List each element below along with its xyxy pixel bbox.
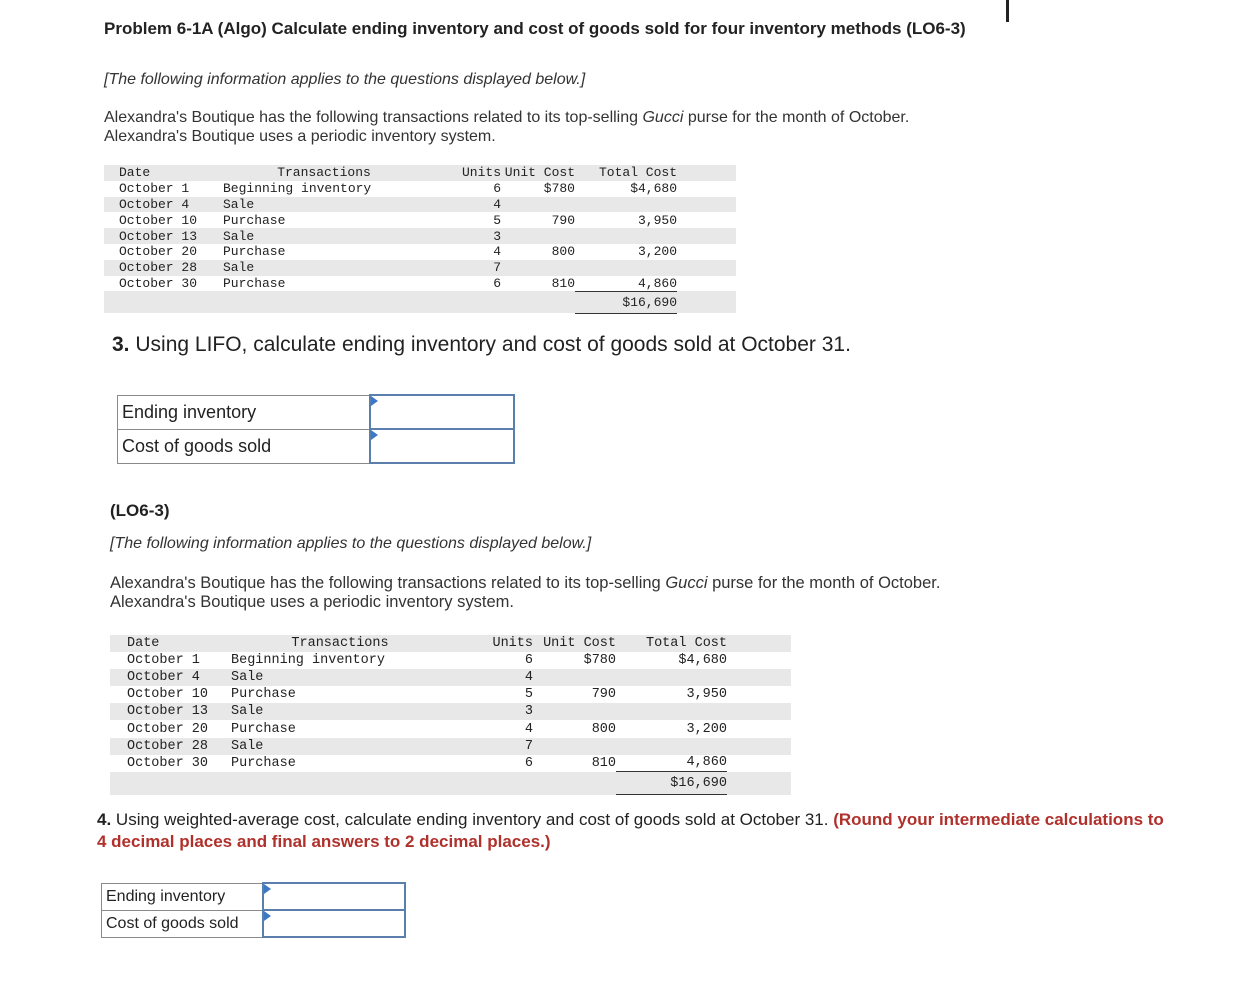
- cell-unit-cost: 810: [591, 755, 616, 771]
- row-pad: [727, 686, 791, 703]
- cell-unit-cost: $780: [543, 181, 575, 197]
- input-marker-icon: [371, 396, 378, 406]
- cell-date: October 30: [127, 755, 209, 771]
- total-blank: [110, 772, 225, 795]
- total-blank: [217, 291, 431, 313]
- row-pad: [727, 669, 791, 686]
- problem-description: [104, 108, 1004, 146]
- q3-number: 3.: [112, 333, 130, 356]
- cell-grand-total: $16,690: [616, 772, 727, 795]
- q4-instruction: (Round your intermediate calculations to 4 decimal places and final answers to 2 decimal places.): [97, 810, 1164, 851]
- q3-ending-inventory-input[interactable]: [371, 403, 513, 421]
- cell-units: 3: [493, 228, 501, 244]
- row-pad: [677, 260, 736, 276]
- cell-transaction: Sale: [223, 260, 255, 276]
- cell-transaction: Purchase: [231, 755, 296, 771]
- cell-units: 4: [524, 670, 533, 686]
- total-pad: [677, 291, 736, 313]
- table-row: [104, 260, 736, 276]
- cell-date: October 30: [119, 275, 198, 291]
- total-blank: [104, 291, 217, 313]
- cell-date: October 28: [119, 260, 198, 276]
- q4-ending-inventory-field[interactable]: [263, 883, 405, 910]
- cell-unit-cost: 800: [551, 244, 575, 260]
- description-line2: Alexandra's Boutique uses a periodic inventory system.: [104, 128, 496, 145]
- q3-ending-inventory-label: Ending inventory: [118, 395, 371, 429]
- cell-transaction: Purchase: [223, 244, 286, 260]
- q4-number: 4.: [97, 810, 112, 829]
- cell-transaction: Purchase: [231, 687, 296, 703]
- cell-total-cost: 3,950: [686, 687, 727, 703]
- cell-grand-total: $16,690: [575, 291, 677, 313]
- description-part1: Alexandra's Boutique has the following transactions related to its top-selling: [110, 574, 666, 592]
- cell-transaction: Purchase: [223, 212, 286, 228]
- cell-unit-cost: 800: [591, 721, 616, 737]
- cell-transaction: Sale: [231, 670, 264, 686]
- cell-units: 7: [493, 260, 501, 276]
- table-total-row: [110, 772, 791, 795]
- cell-date: October 1: [127, 653, 200, 669]
- q4-prompt: [97, 809, 1177, 853]
- section2-lo-label: (LO6-3): [110, 501, 170, 520]
- description-part2: purse for the month of October.: [707, 574, 941, 592]
- table-row: [110, 720, 791, 737]
- cell-unit-cost: [501, 228, 575, 244]
- header-units: Units: [461, 165, 501, 181]
- cell-total-cost: [616, 703, 727, 720]
- cell-units: 5: [524, 687, 533, 703]
- cell-unit-cost: [501, 197, 575, 213]
- q4-cogs-field[interactable]: [263, 910, 405, 937]
- cell-transaction: Sale: [231, 738, 264, 754]
- row-pad: [677, 276, 736, 292]
- q4-answer-table: [101, 882, 406, 938]
- info-note-2: [The following information applies to the questions displayed below.]: [110, 535, 592, 552]
- info-note: [The following information applies to the questions displayed below.]: [104, 71, 586, 88]
- q4-ending-inventory-label: Ending inventory: [102, 883, 264, 910]
- cell-unit-cost: $780: [583, 653, 616, 669]
- table-row: [110, 738, 791, 755]
- q4-ending-inventory-input[interactable]: [264, 888, 404, 906]
- cell-total-cost: 4,860: [616, 755, 727, 772]
- row-pad: [727, 703, 791, 720]
- table-row: [110, 652, 791, 669]
- cell-total-cost: 3,200: [686, 721, 727, 737]
- transactions-table-2: [110, 635, 791, 795]
- cell-units: 6: [524, 653, 533, 669]
- table-row: [104, 181, 736, 197]
- table-row: [104, 212, 736, 228]
- cell-unit-cost: [533, 738, 616, 755]
- header-transactions: Transactions: [277, 165, 371, 181]
- header-pad: [727, 635, 791, 652]
- description-item: Gucci: [665, 574, 708, 592]
- header-date: Date: [119, 165, 151, 181]
- cell-date: October 4: [127, 670, 200, 686]
- cell-transaction: Sale: [223, 196, 255, 212]
- cell-total-cost: [575, 197, 677, 213]
- problem-description-2: [110, 574, 1110, 612]
- cell-units: 6: [524, 755, 533, 771]
- cell-units: 6: [493, 275, 501, 291]
- total-blank: [431, 291, 501, 313]
- cell-date: October 13: [119, 228, 198, 244]
- cell-unit-cost: [533, 669, 616, 686]
- cell-unit-cost: 790: [551, 212, 575, 228]
- total-blank: [501, 291, 575, 313]
- description-part2: purse for the month of October.: [683, 109, 910, 126]
- cell-date: October 20: [119, 244, 198, 260]
- table-row: [104, 228, 736, 244]
- cell-units: 4: [493, 196, 501, 212]
- description-line2: Alexandra's Boutique uses a periodic inventory system.: [110, 593, 514, 611]
- header-unit-cost: Unit Cost: [504, 165, 575, 181]
- q3-text: Using LIFO, calculate ending inventory and cost of goods sold at October 31.: [135, 333, 851, 356]
- table-row: [104, 244, 736, 260]
- q3-prompt: [112, 333, 851, 357]
- q3-ending-inventory-field[interactable]: [370, 395, 514, 429]
- cell-units: 5: [493, 212, 501, 228]
- cell-transaction: Beginning inventory: [231, 653, 385, 669]
- row-pad: [677, 197, 736, 213]
- row-pad: [727, 652, 791, 669]
- q3-cogs-label: Cost of goods sold: [118, 429, 371, 463]
- q4-cogs-input[interactable]: [264, 915, 404, 933]
- table-header-row: [110, 635, 791, 652]
- header-pad: [677, 165, 736, 181]
- cell-unit-cost: 790: [591, 687, 616, 703]
- row-pad: [677, 244, 736, 260]
- cell-total-cost: 3,200: [637, 244, 677, 260]
- cell-unit-cost: [501, 260, 575, 276]
- table-row: [104, 197, 736, 213]
- total-pad: [727, 772, 791, 795]
- total-blank: [533, 772, 616, 795]
- cell-unit-cost: 810: [551, 275, 575, 291]
- cell-units: 4: [524, 721, 533, 737]
- total-blank: [455, 772, 533, 795]
- table-row: [110, 755, 791, 772]
- cell-units: 6: [493, 181, 501, 197]
- input-marker-icon: [264, 884, 271, 894]
- input-marker-icon: [264, 911, 271, 921]
- table-row: [110, 669, 791, 686]
- row-pad: [727, 755, 791, 772]
- row-pad: [677, 212, 736, 228]
- cell-date: October 4: [119, 196, 190, 212]
- cell-units: 3: [524, 704, 533, 720]
- cell-total-cost: $4,680: [630, 181, 677, 197]
- cell-transaction: Purchase: [231, 721, 296, 737]
- cell-total-cost: [616, 669, 727, 686]
- header-total-cost: Total Cost: [598, 165, 677, 181]
- cell-transaction: Sale: [223, 228, 255, 244]
- table-header-row: [104, 165, 736, 181]
- total-blank: [225, 772, 455, 795]
- q3-answer-table: [117, 394, 515, 464]
- q3-cogs-field[interactable]: [370, 429, 514, 463]
- cell-date: October 10: [119, 212, 198, 228]
- cell-unit-cost: [533, 703, 616, 720]
- description-item: Gucci: [642, 109, 684, 126]
- input-marker-icon: [371, 430, 378, 440]
- text-cursor: [1006, 0, 1009, 22]
- cell-total-cost: 4,860: [575, 276, 677, 292]
- cell-units: 7: [524, 738, 533, 754]
- header-date: Date: [127, 636, 160, 652]
- cell-date: October 28: [127, 738, 209, 754]
- cell-units: 4: [493, 244, 501, 260]
- row-pad: [677, 181, 736, 197]
- cell-date: October 1: [119, 181, 190, 197]
- header-units: Units: [492, 636, 533, 652]
- cell-transaction: Purchase: [223, 275, 286, 291]
- row-pad: [677, 228, 736, 244]
- table-row: [110, 703, 791, 720]
- row-pad: [727, 720, 791, 737]
- cell-date: October 20: [127, 721, 209, 737]
- problem-title: Problem 6-1A (Algo) Calculate ending inventory and cost of goods sold for four inventory methods (LO6-3): [104, 19, 966, 38]
- header-total-cost: Total Cost: [645, 636, 727, 652]
- cell-total-cost: [616, 738, 727, 755]
- cell-transaction: Sale: [231, 704, 264, 720]
- header-unit-cost: Unit Cost: [543, 636, 616, 652]
- table-row: [104, 276, 736, 292]
- q3-cogs-input[interactable]: [371, 437, 513, 455]
- cell-total-cost: [575, 260, 677, 276]
- transactions-table: [104, 165, 736, 314]
- q4-text: Using weighted-average cost, calculate ending inventory and cost of goods sold at October 31.: [115, 810, 829, 829]
- cell-transaction: Beginning inventory: [223, 181, 372, 197]
- cell-total-cost: [575, 228, 677, 244]
- table-row: [110, 686, 791, 703]
- header-transactions: Transactions: [291, 636, 389, 652]
- table-total-row: [104, 291, 736, 313]
- row-pad: [727, 738, 791, 755]
- cell-total-cost: $4,680: [678, 653, 727, 669]
- cell-date: October 13: [127, 704, 209, 720]
- cell-total-cost: 3,950: [637, 212, 677, 228]
- description-part1: Alexandra's Boutique has the following transactions related to its top-selling: [104, 109, 643, 126]
- q4-cogs-label: Cost of goods sold: [102, 910, 264, 937]
- cell-date: October 10: [127, 687, 209, 703]
